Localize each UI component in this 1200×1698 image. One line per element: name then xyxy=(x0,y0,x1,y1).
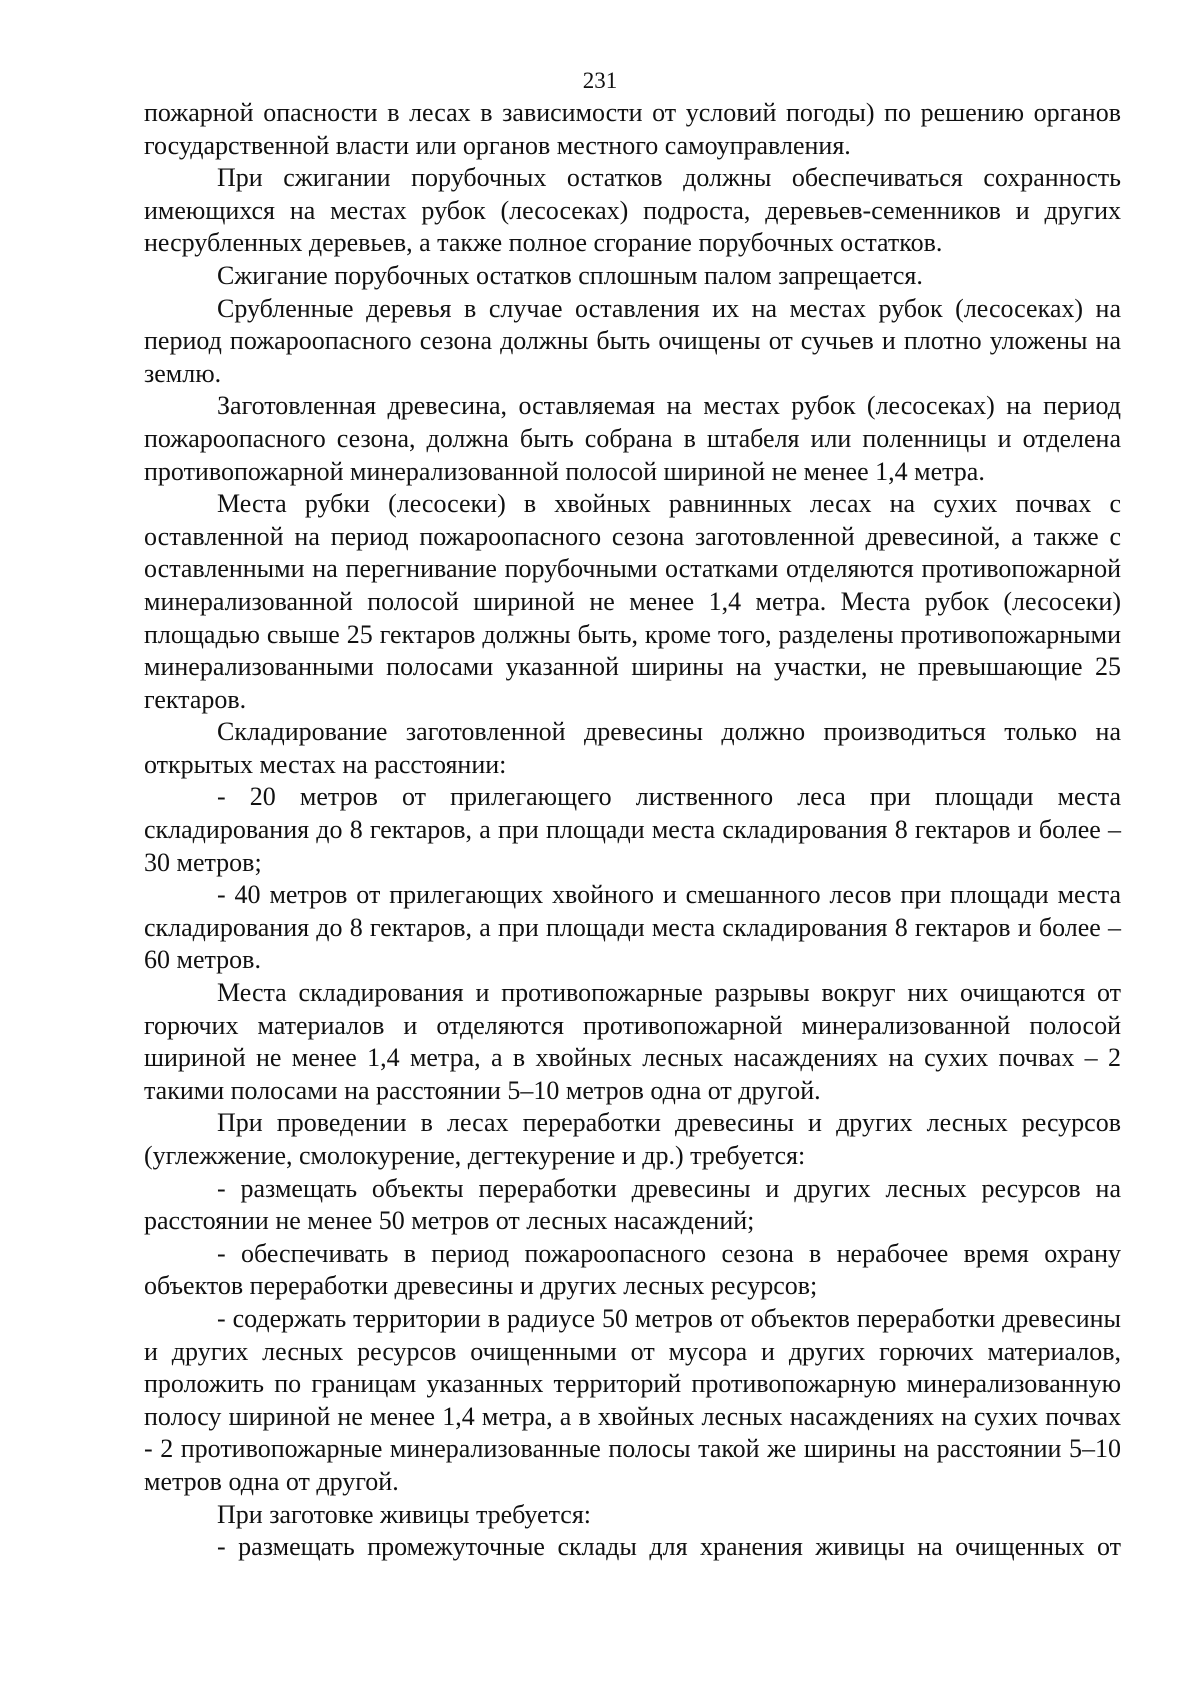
list-item: - 20 метров от прилегающего лиственного леса при площади места складирования до 8 гектаров, а при площади места складирования 8 гектаров и более – 30 метров; xyxy=(144,782,1121,877)
paragraph: При сжигании порубочных остатков должны обеспечиваться сохранность имеющихся на местах рубок (лесосеках) подроста, деревьев-семенников и других несрубленных деревьев, а также полное сгорание порубочных остатков. xyxy=(144,163,1121,258)
paragraph-continuation: пожарной опасности в лесах в зависимости от условий погоды) по решению органов государственной власти или органов местного самоуправления. xyxy=(144,98,1121,160)
paragraph: Места складирования и противопожарные разрывы вокруг них очищаются от горючих материалов и отделяются противопожарной минерализованной полосой шириной не менее 1,4 метра, а в хвойных лесных насаждениях на сухих почвах – 2 такими полосами на расстоянии 5–10 метров одна от другой. xyxy=(144,978,1121,1105)
list-item: - размещать промежуточные склады для хранения живицы на очищенных от xyxy=(217,1532,1121,1562)
paragraph: Заготовленная древесина, оставляемая на местах рубок (лесосеках) на период пожароопасного сезона, должна быть собрана в штабеля или поленницы и отделена противопожарной минерализованной полосой шириной не менее 1,4 метра. xyxy=(144,391,1121,486)
list-item: - содержать территории в радиусе 50 метров от объектов переработки древесины и других лесных ресурсов очищенными от мусора и других горючих материалов, проложить по границам указанных территорий противопожарную минерализованную полосу шириной не менее 1,4 метра, а в хвойных лесных насаждениях на сухих почвах - 2 противопожарные минерализованные полосы такой же ширины на расстоянии 5–10 метров одна от другой. xyxy=(144,1303,1121,1496)
paragraph: При заготовке живицы требуется: xyxy=(217,1499,592,1529)
list-item: - размещать объекты переработки древесины и других лесных ресурсов на расстоянии не менее 50 метров от лесных насаждений; xyxy=(144,1173,1121,1236)
list-item: - обеспечивать в период пожароопасного сезона в нерабочее время охрану объектов переработки древесины и других лесных ресурсов; xyxy=(144,1238,1121,1301)
paragraph: Сжигание порубочных остатков сплошным палом запрещается. xyxy=(217,260,923,290)
paragraph: Складирование заготовленной древесины должно производиться только на открытых местах на расстоянии: xyxy=(144,717,1121,779)
paragraph: При проведении в лесах переработки древесины и других лесных ресурсов (углежжение, смолокурение, дегтекурение и др.) требуется: xyxy=(144,1108,1121,1170)
page-number: 231 xyxy=(582,68,618,93)
list-item: - 40 метров от прилегающих хвойного и смешанного лесов при площади места складирования до 8 гектаров, а при площади места складирования 8 гектаров и более – 60 метров. xyxy=(144,880,1121,975)
paragraph: Места рубки (лесосеки) в хвойных равнинных лесах на сухих почвах с оставленной на период пожароопасного сезона заготовленной древесиной, а также с оставленными на перегнивание порубочными остатками отделяются противопожарной минерализованной полосой шириной не менее 1,4 метра. Места рубок (лесосеки) площадью свыше 25 гектаров должны быть, кроме того, разделены противопожарными минерализованными полосами указанной ширины на участки, не превышающие 25 гектаров. xyxy=(144,489,1121,714)
document-body xyxy=(144,97,1121,1564)
paragraph: Срубленные деревья в случае оставления их на местах рубок (лесосеках) на период пожароопасного сезона должны быть очищены от сучьев и плотно уложены на землю. xyxy=(144,293,1121,388)
